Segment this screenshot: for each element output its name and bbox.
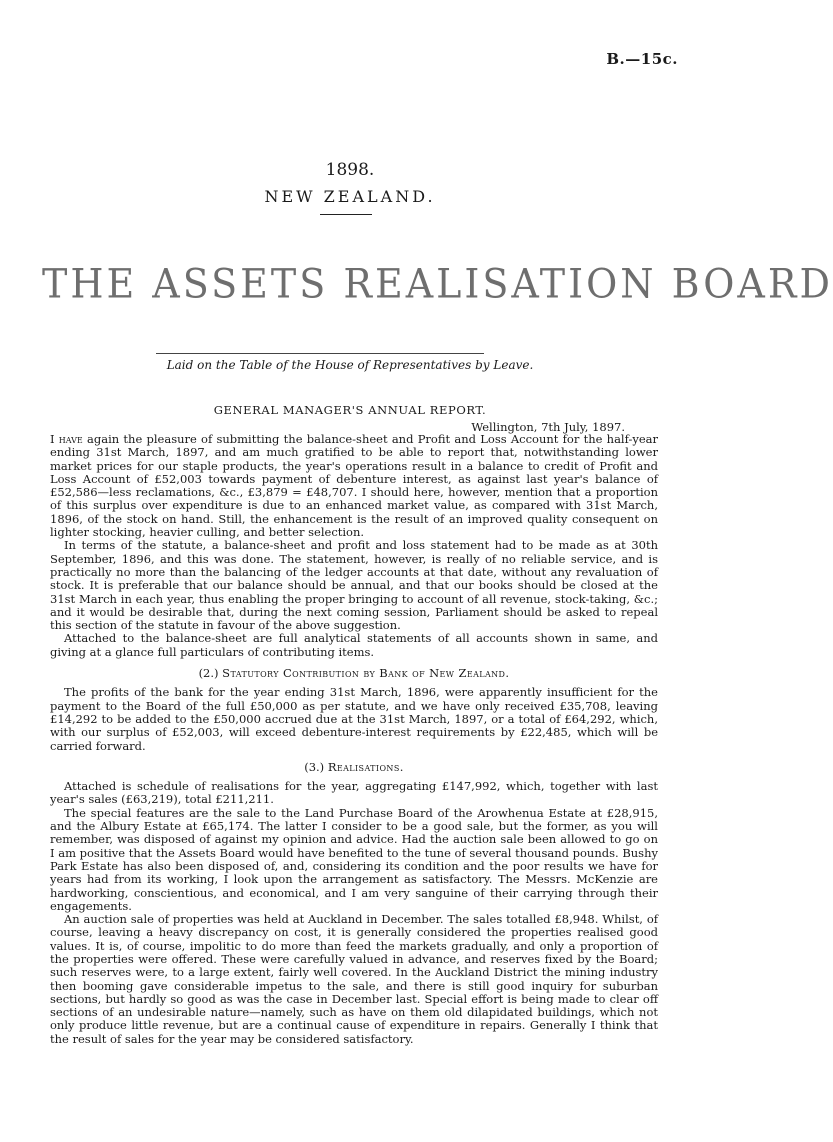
report-body [50, 433, 658, 1046]
main-title: THE ASSETS REALISATION BOARD [42, 260, 833, 308]
page-reference: B.—15c. [606, 50, 678, 68]
intro-paragraph [50, 433, 658, 539]
attached-paragraph: Attached to the balance-sheet are full analytical statements of all accounts shown in same, and giving at a glance full particulars of contributing items. [50, 631, 658, 659]
heading-3-text: Realisations. [327, 759, 404, 774]
report-date: Wellington, 7th July, 1897. [471, 420, 625, 434]
heading-2-number: (2.) [198, 666, 223, 681]
laid-top-rule [156, 353, 484, 354]
intro-lead: I have [50, 432, 83, 446]
profits-paragraph: The profits of the bank for the year ending 31st March, 1896, were apparently insufficient for the payment to the Board of the full £50,000 as per statute, and we have only received £35,708, leaving £14,292 to be added to the £50,000 accrued due at the 31st March, 1897, or a total of £64,292, which, with our surplus of £52,003, will exceed debenture-interest requirements by £22,485, which will be carried forward. [50, 685, 658, 753]
document-year: 1898. [325, 160, 375, 180]
schedule-paragraph: Attached is schedule of realisations for the year, aggregating £147,992, which, together with last year's sales (£63,219), total £211,211. [50, 779, 658, 807]
title-divider [320, 214, 372, 215]
report-title: GENERAL MANAGER'S ANNUAL REPORT. [213, 403, 487, 417]
heading-3-number: (3.) [304, 759, 328, 774]
intro-text: again the pleasure of submitting the balance-sheet and Profit and Loss Account for the half-year ending 31st March, 1897, and am much gratified to be able to report that, notwithstanding lower market prices for our staple products, the year's operations result in a balance to credit of Profit and Loss Account of £52,003 towards payment of debenture interest, as against last year's balance of £52,586—less reclamations, &c., £3,879 = £48,707. I should here, however, mention that a proportion of this surplus over expenditure is due to an enhanced market value, as compared with 31st March, 1896, of the stock on hand. Still, the enhancement is the result of an improved quality consequent on lighter stocking, heavier culling, and better selection. [50, 432, 658, 540]
section-heading-2 [50, 667, 658, 680]
document-country: NEW ZEALAND. [264, 187, 436, 206]
laid-on-table-line: Laid on the Table of the House of Representatives by Leave. [166, 358, 534, 372]
section-heading-3 [50, 761, 658, 774]
heading-2-text: Statutory Contribution by Bank of New Zealand. [222, 666, 510, 681]
statute-paragraph: In terms of the statute, a balance-sheet and profit and loss statement had to be made as at 30th September, 1896, and this was done. The statement, however, is really of no reliable service, and is practically no more than the balancing of the ledger accounts at that date, without any revaluation of stock. It is preferable that our balance should be annual, and that our books should be closed at the 31st March in each year, thus enabling the proper bringing to account of all revenue, stock-taking, &c.; and it would be desirable that, during the next coming session, Parliament should be asked to repeal this section of the statute in favour of the above suggestion. [50, 538, 658, 633]
special-features-paragraph: The special features are the sale to the Land Purchase Board of the Arowhenua Estate at £28,915, and the Albury Estate at £65,174. The latter I consider to be a good sale, but the former, as you will remember, was disposed of against my opinion and advice. Had the auction sale been allowed to go on I am positive that the Assets Board would have benefited to the tune of several thousand pounds. Bushy Park Estate has also been disposed of, and, considering its condition and the poor results we have for years had from its working, I look upon the arrangement as satisfactory. The Messrs. McKenzie are hardworking, conscientious, and economical, and I am very sanguine of their carrying through their engagements. [50, 805, 658, 913]
auction-paragraph: An auction sale of properties was held at Auckland in December. The sales totalled £8,948. Whilst, of course, leaving a heavy discrepancy on cost, it is generally considered the properties realised good values. It is, of course, impolitic to do more than feed the markets gradually, and only a proportion of the properties were offered. These were carefully valued in advance, and reserves fixed by the Board; such reserves were, to a large extent, fairly well covered. In the Auckland District the mining industry then booming gave considerable impetus to the sale, and there is still good inquiry for suburban sections, but hardly so good as was the case in December last. Special effort is being made to clear off sections of an undesirable nature—namely, such as have on them old dilapidated buildings, which not only produce little revenue, but are a continual cause of expenditure in repairs. Generally I think that the result of sales for the year may be considered satisfactory. [50, 912, 658, 1046]
